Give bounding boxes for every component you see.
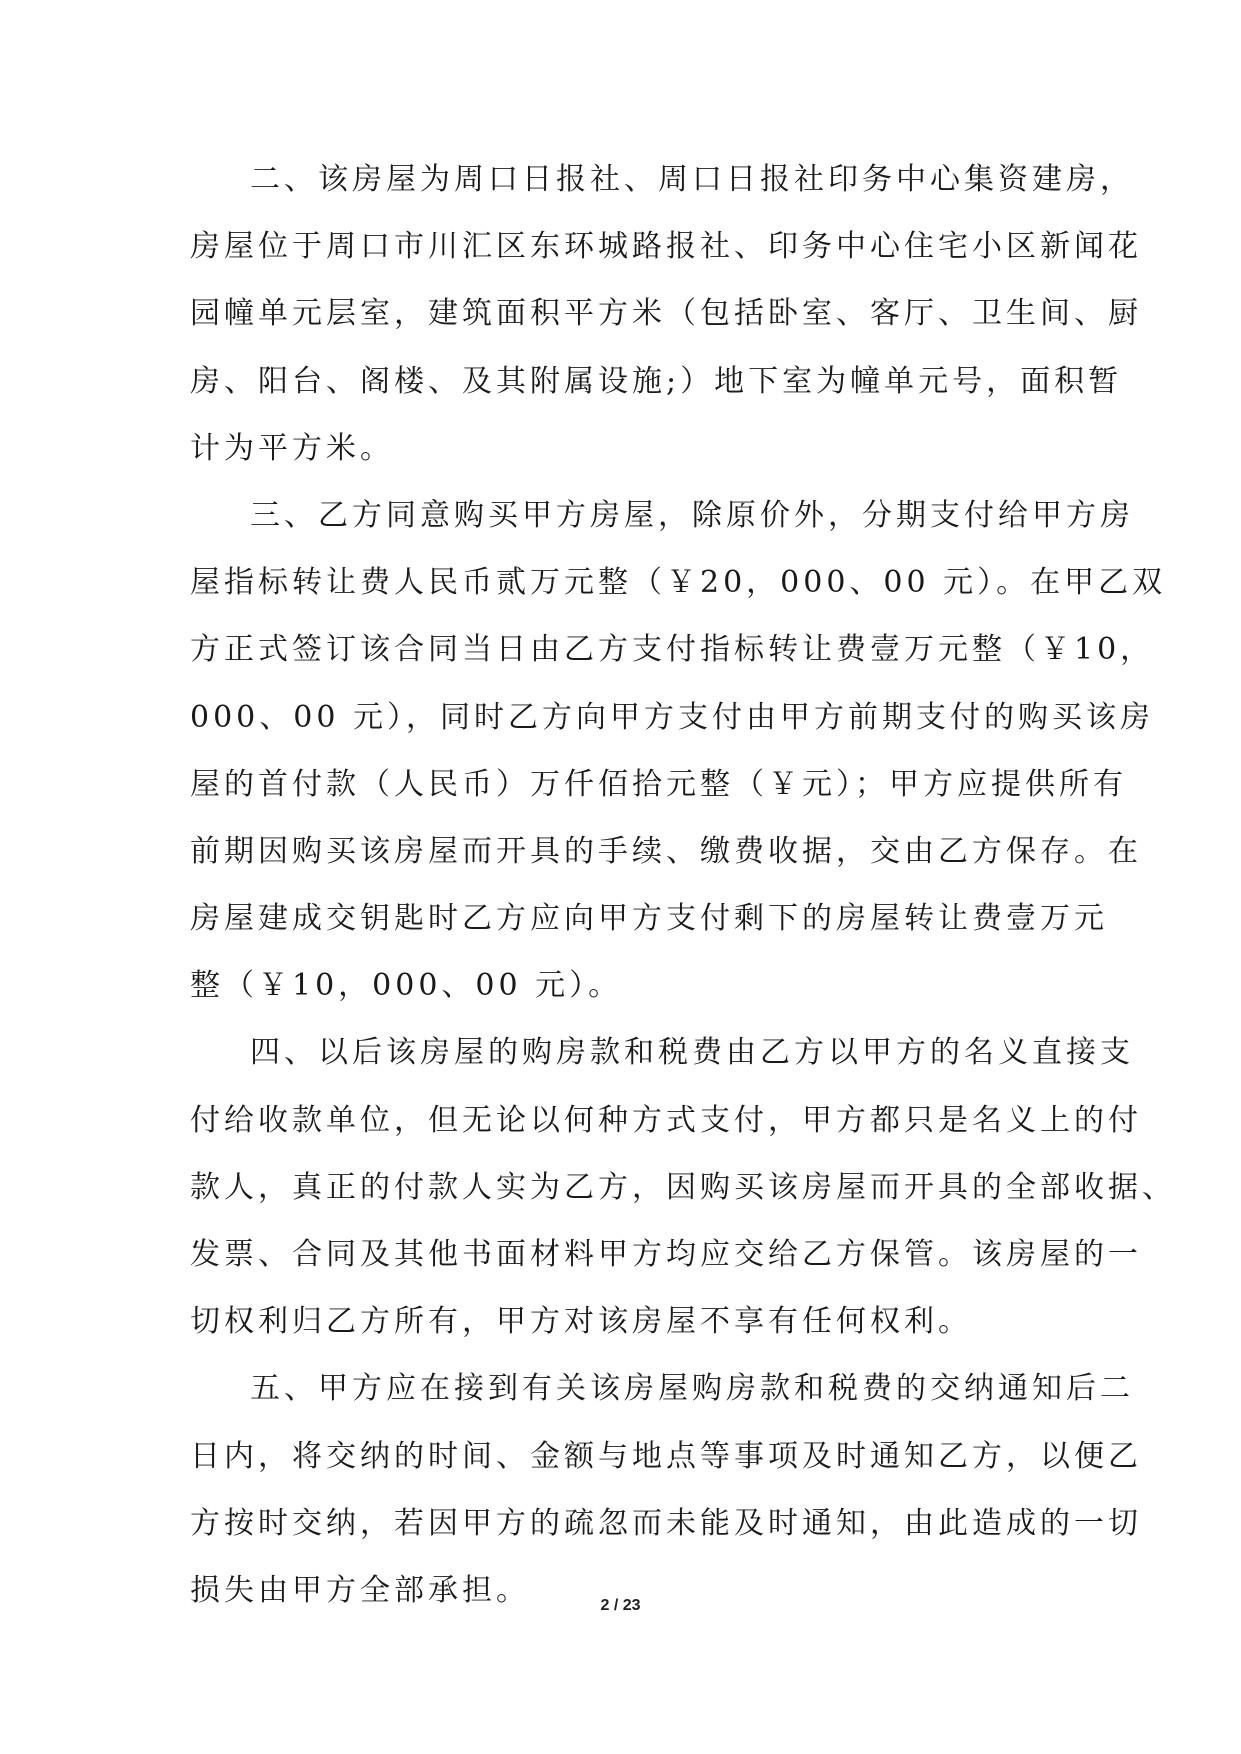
text-line: 方按时交纳，若因甲方的疏忽而未能及时通知，由此造成的一切 — [190, 1505, 1142, 1541]
text-line: 三、乙方同意购买甲方房屋，除原价外，分期支付给甲方房 — [250, 497, 1134, 533]
text-line: 二、该房屋为周口日报社、周口日报社印务中心集资建房， — [250, 162, 1134, 197]
paragraph-clause-2 — [190, 155, 1142, 491]
document-body — [190, 155, 1176, 1633]
text-line: 计为平方米。 — [190, 430, 394, 466]
text-line: 整（￥10，000、00 元）。 — [190, 968, 623, 1004]
page-number: 2 / 23 — [600, 1597, 641, 1614]
text-line: 屋的首付款（人民币）万仟佰拾元整（￥元）；甲方应提供所有 — [190, 766, 1127, 802]
paragraph-clause-3 — [190, 491, 1167, 1029]
text-line: 园幢单元层室，建筑面积平方米（包括卧室、客厅、卫生间、厨 — [190, 296, 1142, 332]
text-line: 切权利归乙方所有，甲方对该房屋不享有任何权利。 — [190, 1304, 972, 1340]
paragraph-clause-5 — [190, 1364, 1142, 1633]
paragraph-clause-4 — [190, 1028, 1176, 1364]
text-line: 房屋位于周口市川汇区东环城路报社、印务中心住宅小区新闻花 — [190, 229, 1142, 265]
text-line: 方正式签订该合同当日由乙方支付指标转让费壹万元整（￥10， — [190, 632, 1155, 668]
text-line: 000、00 元），同时乙方向甲方支付由甲方前期支付的购买该房 — [190, 699, 1154, 735]
text-line: 五、甲方应在接到有关该房屋购房款和税费的交纳通知后二 — [250, 1371, 1134, 1407]
text-line: 付给收款单位，但无论以何种方式支付，甲方都只是名义上的付 — [190, 1102, 1142, 1138]
text-line: 日内，将交纳的时间、金额与地点等事项及时通知乙方，以便乙 — [190, 1438, 1142, 1474]
text-line: 前期因购买该房屋而开具的手续、缴费收据，交由乙方保存。在 — [190, 833, 1142, 869]
text-line: 四、以后该房屋的购房款和税费由乙方以甲方的名义直接支 — [250, 1035, 1134, 1071]
text-line: 发票、合同及其他书面材料甲方均应交给乙方保管。该房屋的一 — [190, 1237, 1142, 1272]
text-line: 房屋建成交钥匙时乙方应向甲方支付剩下的房屋转让费壹万元 — [190, 901, 1108, 937]
text-line: 房、阳台、阁楼、及其附属设施;）地下室为幢单元号，面积暂 — [190, 363, 1123, 399]
text-line: 款人，真正的付款人实为乙方，因购买该房屋而开具的全部收据、 — [190, 1169, 1176, 1205]
text-line: 屋指标转让费人民币贰万元整（￥20，000、00 元）。在甲乙双 — [190, 565, 1167, 601]
text-line: 损失由甲方全部承担。 — [190, 1572, 530, 1608]
